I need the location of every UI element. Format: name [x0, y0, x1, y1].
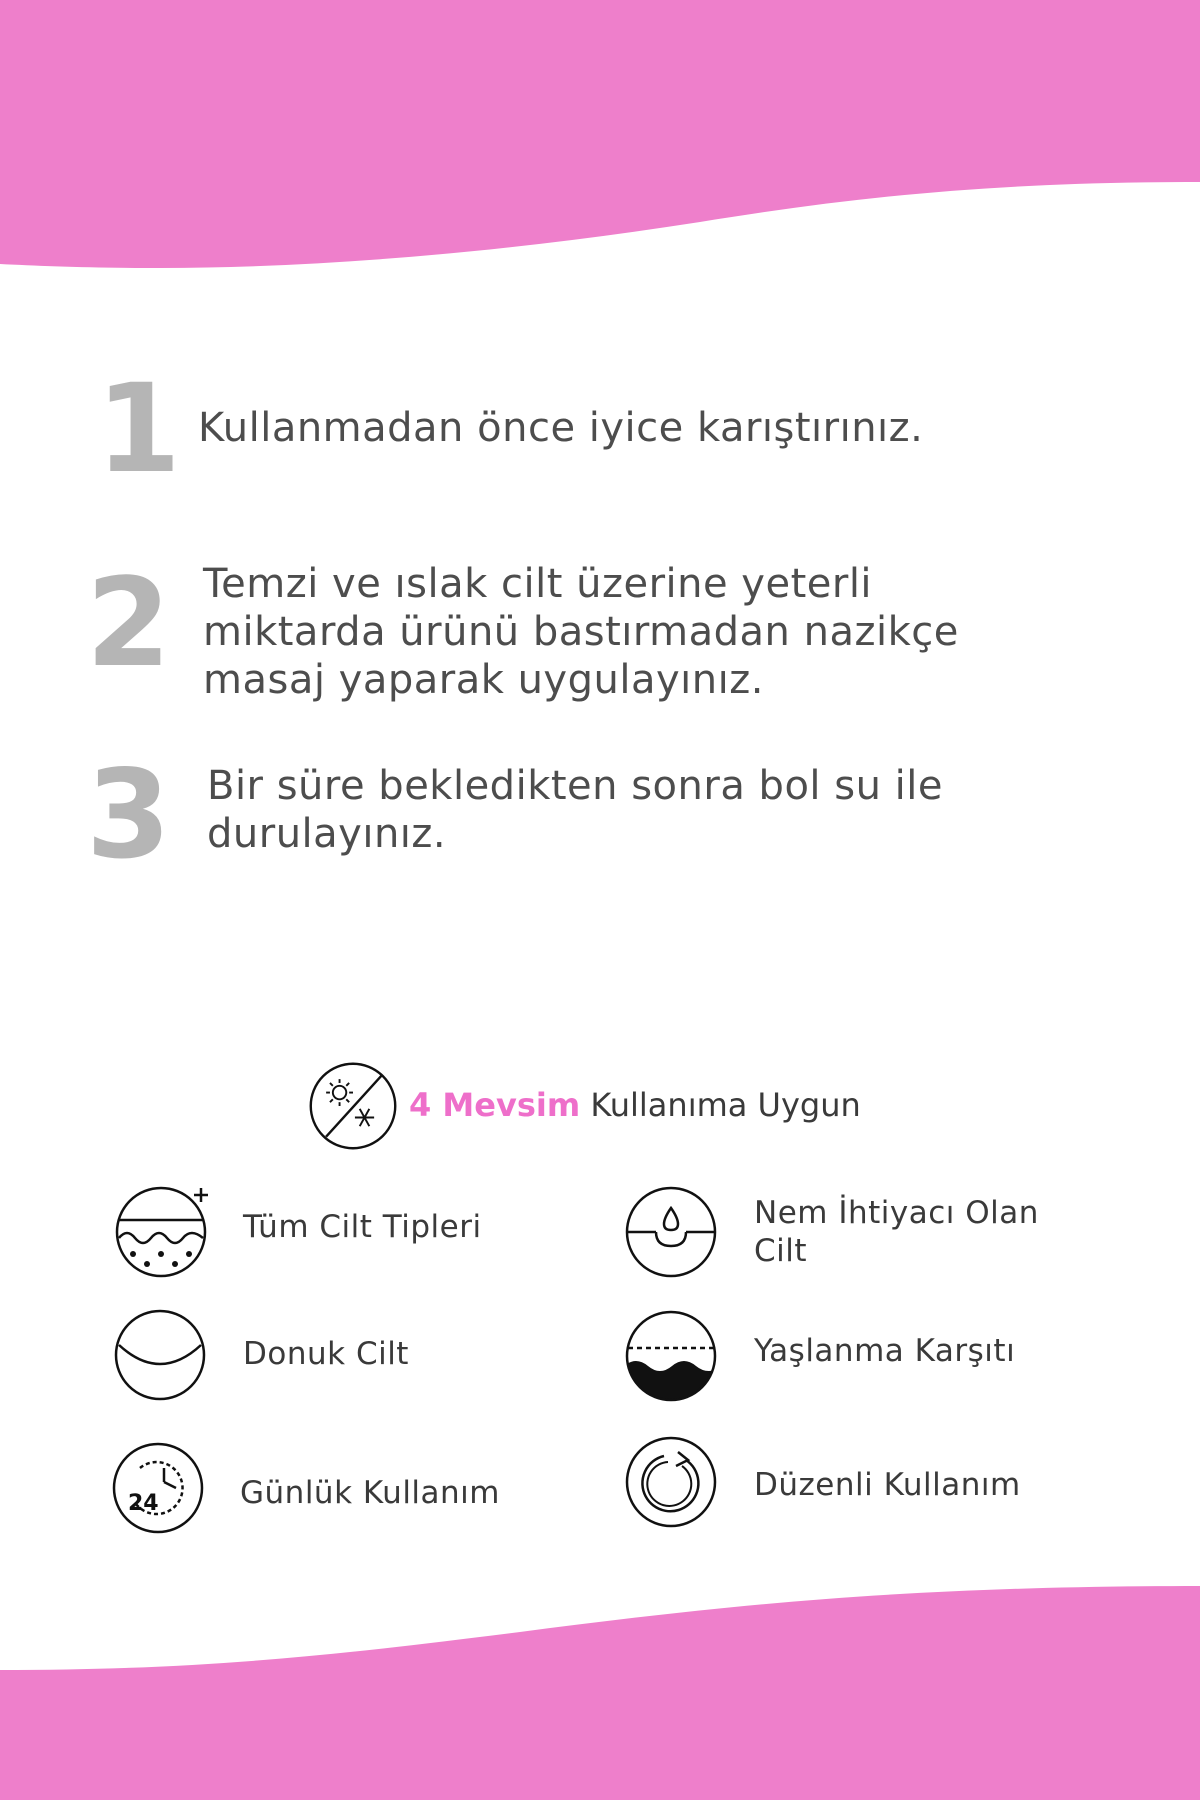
top-wave-banner [0, 0, 1200, 280]
dull-skin-icon [113, 1305, 213, 1405]
feature-label: Düzenli Kullanım [754, 1467, 1021, 1503]
feature-label: Yaşlanma Karşıtı [754, 1333, 1016, 1369]
feature-label-line: Cilt [754, 1233, 808, 1269]
feature-label [754, 1194, 1039, 1270]
step-2 [0, 550, 1200, 710]
water-drop-icon [624, 1182, 724, 1282]
refresh-cycle-icon [624, 1432, 724, 1532]
feature-label: Tüm Cilt Tipleri [243, 1209, 482, 1245]
step-1 [0, 358, 1200, 500]
feature-label: Günlük Kullanım [240, 1475, 500, 1511]
step-text [207, 762, 943, 858]
clock-24-icon [110, 1438, 210, 1538]
svg-text:24: 24 [128, 1491, 159, 1516]
step-text: Kullanmadan önce iyice karıştırınız. [198, 405, 924, 451]
feature-regular-use [624, 1432, 1144, 1532]
season-highlight: 4 Mevsim [409, 1086, 581, 1124]
feature-dull-skin [113, 1305, 633, 1405]
step-3 [0, 744, 1200, 886]
anti-aging-icon [624, 1304, 724, 1404]
step-number: 1 [96, 358, 181, 500]
feature-daily-use [110, 1438, 630, 1538]
bottom-wave-banner [0, 1560, 1200, 1800]
feature-moisture-need [624, 1182, 1144, 1282]
feature-label: Donuk Cilt [243, 1336, 409, 1372]
feature-all-skin-types [113, 1178, 633, 1278]
step-text-line: miktarda ürünü bastırmadan nazikçe [203, 609, 959, 655]
season-rest: Kullanıma Uygun [590, 1086, 861, 1124]
season-usage [305, 1058, 1065, 1154]
step-number: 3 [86, 744, 171, 886]
skin-layers-icon [113, 1178, 213, 1278]
feature-label-line: Nem İhtiyacı Olan [754, 1195, 1039, 1231]
step-text-line: masaj yaparak uygulayınız. [203, 657, 764, 703]
feature-anti-aging [624, 1304, 1144, 1404]
sun-snowflake-icon [305, 1058, 401, 1154]
step-text-line: durulayınız. [207, 811, 447, 857]
step-text [203, 560, 959, 704]
step-number: 2 [86, 552, 171, 694]
step-text-line: Bir süre bekledikten sonra bol su ile [207, 763, 943, 809]
step-text-line: Temzi ve ıslak cilt üzerine yeterli [203, 561, 873, 607]
season-text [409, 1082, 861, 1128]
